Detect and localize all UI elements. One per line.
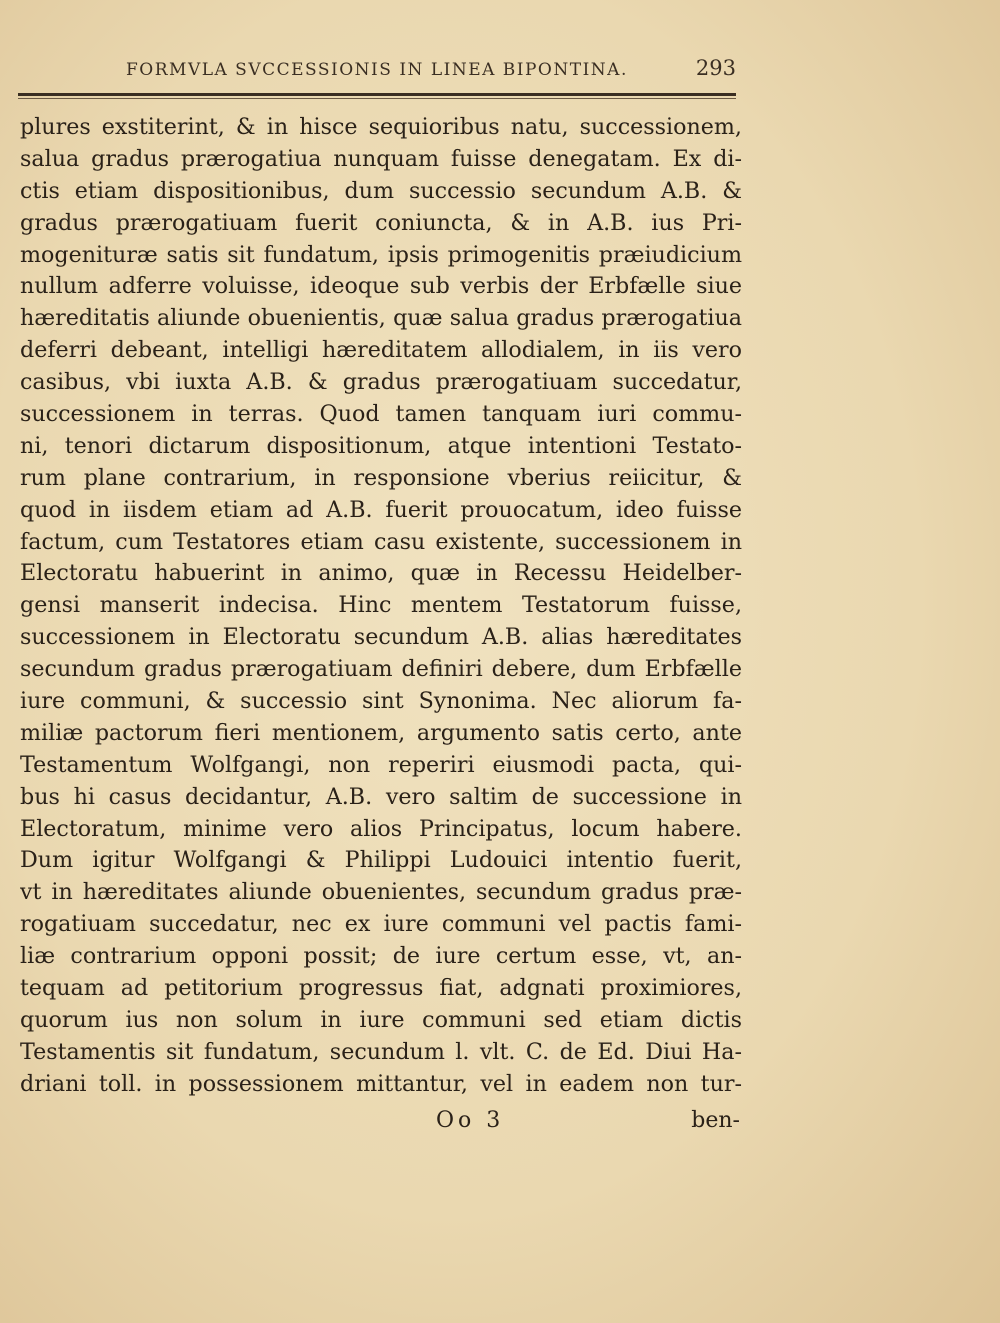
page-number: 293 [695, 56, 736, 80]
text-line: miliæ pactorum fieri mentionem, argumento satis certo, ante [20, 719, 742, 746]
text-line: plures exstiterint, & in hisce sequioribus natu, successionem, [20, 114, 742, 140]
text-line: liæ contrarium opponi possit; de iure certum esse, vt, an- [20, 943, 742, 970]
text-line: deferri debeant, intelligi hæreditatem allodialem, in iis vero [20, 337, 742, 364]
text-line: Electoratu habuerint in animo, quæ in Recessu Heidelber- [20, 560, 742, 587]
signature-mark: Oo 3 [436, 1108, 505, 1133]
text-line: tequam ad petitorium progressus fiat, adgnati proximiores, [20, 975, 742, 1002]
catchword: ben- [691, 1108, 740, 1133]
body-text [20, 112, 742, 1101]
text-line: vt in hæreditates aliunde obuenientes, secundum gradus præ- [20, 879, 742, 906]
text-line: gensi manserit indecisa. Hinc mentem Testatorum fuisse, [20, 592, 742, 619]
text-line: Dum igitur Wolfgangi & Philippi Ludouici intentio fuerit, [20, 847, 742, 874]
text-line: rum plane contrarium, in responsione vberius reiicitur, & [20, 464, 742, 491]
text-line: hæreditatis aliunde obuenientis, quæ salua gradus prærogatiua [20, 305, 742, 332]
header-rule-thin [18, 98, 736, 99]
text-line: bus hi casus decidantur, A.B. vero saltim de successione in [20, 783, 742, 810]
text-line: factum, cum Testatores etiam casu existente, successionem in [20, 528, 742, 555]
page-footer [20, 1108, 740, 1140]
running-title: FORMVLA SVCCESSIONIS IN LINEA BIPONTINA. [126, 60, 628, 80]
text-line: Electoratum, minime vero alios Principatus, locum habere. [20, 815, 742, 842]
text-line: driani toll. in possessionem mittantur, vel in eadem non tur- [20, 1070, 742, 1097]
text-line: successionem in Electoratu secundum A.B. alias hæreditates [20, 624, 742, 651]
text-line: secundum gradus prærogatiuam definiri debere, dum Erbfælle [20, 656, 742, 683]
text-line: Testamentis sit fundatum, secundum l. vlt. C. de Ed. Diui Ha- [20, 1038, 742, 1065]
text-line: salua gradus prærogatiua nunquam fuisse denegatam. Ex di- [20, 145, 742, 172]
text-line: rogatiuam succedatur, nec ex iure communi vel pactis fami- [20, 911, 742, 938]
text-line: ni, tenori dictarum dispositionum, atque intentioni Testato- [20, 432, 742, 459]
text-line: mogenituræ satis sit fundatum, ipsis primogenitis præiudicium [20, 241, 742, 268]
text-line: quorum ius non solum in iure communi sed etiam dictis [20, 1006, 742, 1033]
text-line: nullum adferre voluisse, ideoque sub verbis der Erbfælle siue [20, 273, 742, 300]
page-header [18, 56, 740, 86]
text-line: Testamentum Wolfgangi, non reperiri eiusmodi pacta, qui- [20, 751, 742, 778]
text-line: iure communi, & successio sint Synonima. Nec aliorum fa- [20, 688, 742, 715]
header-rule [18, 93, 736, 96]
text-line: ctis etiam dispositionibus, dum successio secundum A.B. & [20, 177, 742, 204]
text-line: gradus prærogatiuam fuerit coniuncta, & in A.B. ius Pri- [20, 209, 742, 236]
text-line: successionem in terras. Quod tamen tanquam iuri commu- [20, 401, 742, 428]
text-line: casibus, vbi iuxta A.B. & gradus prærogatiuam succedatur, [20, 369, 742, 396]
text-line: quod in iisdem etiam ad A.B. fuerit prouocatum, ideo fuisse [20, 496, 742, 523]
